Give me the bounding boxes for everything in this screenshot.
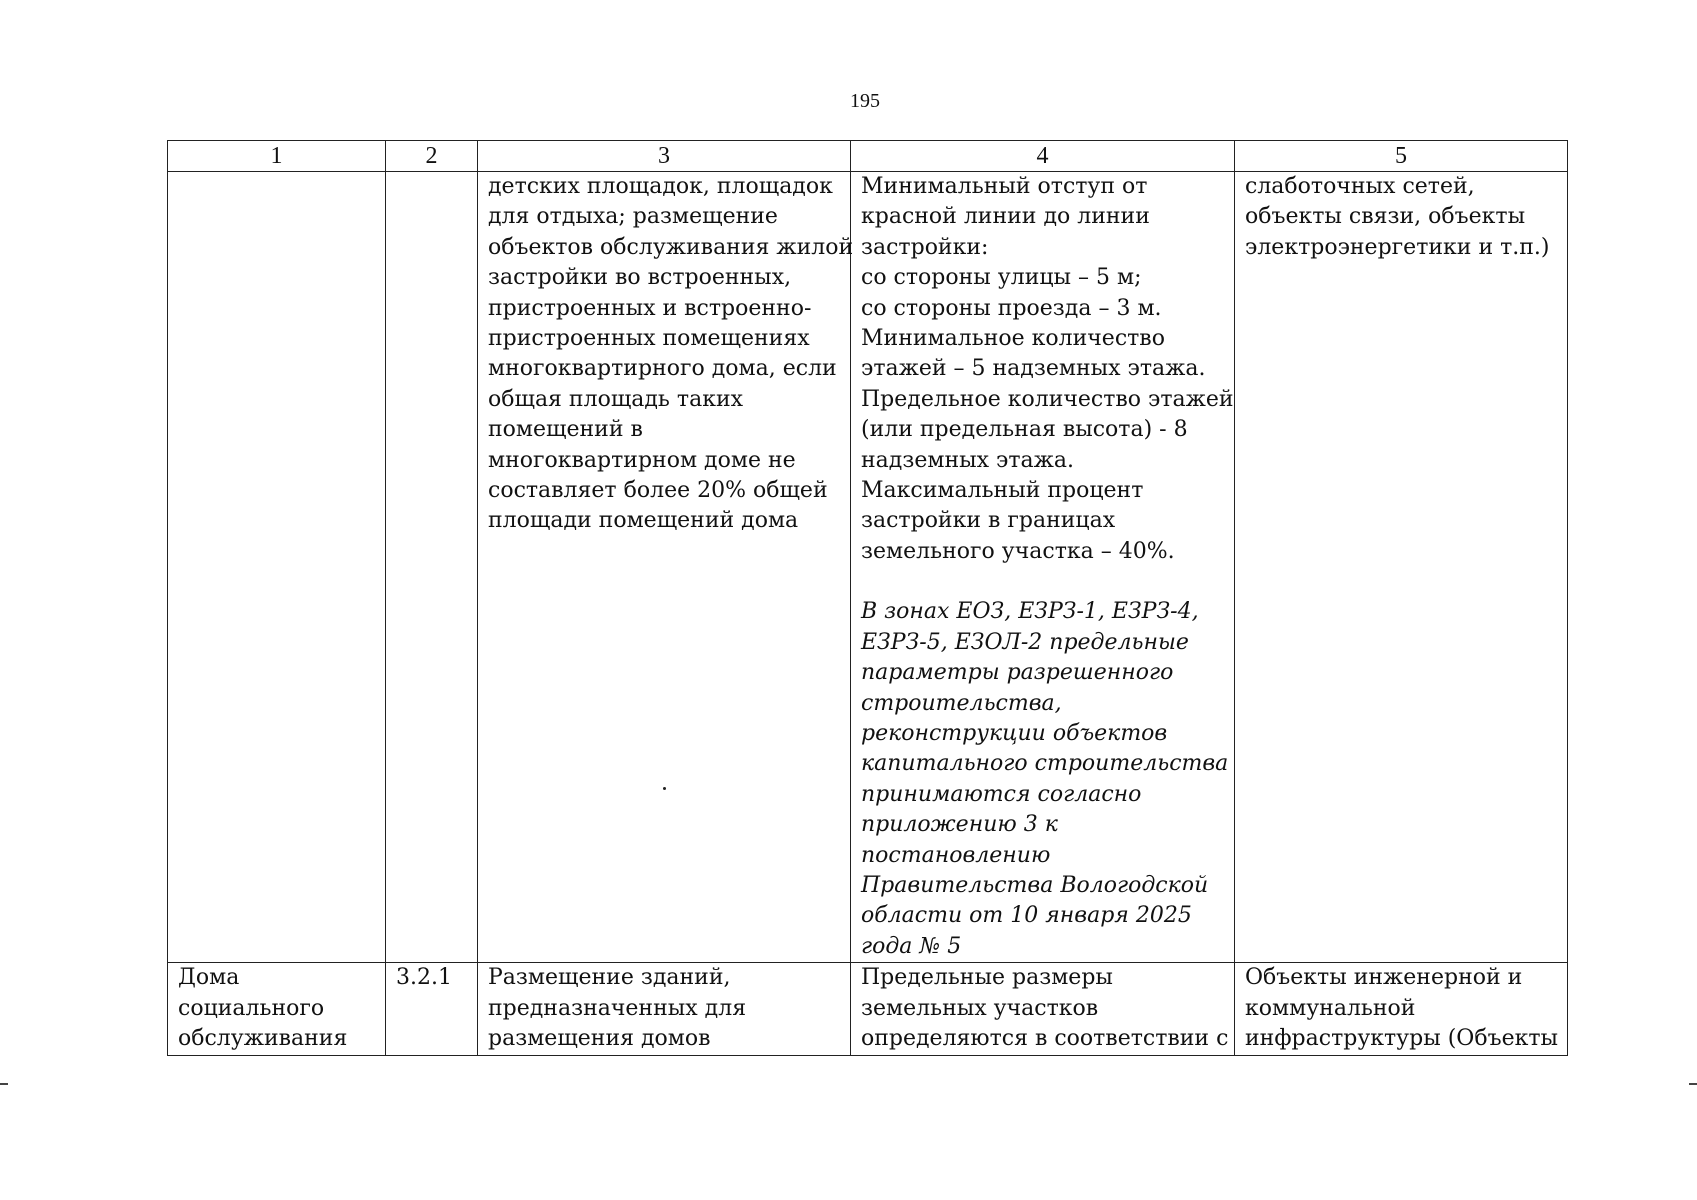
text-line: Минимальный отступ от [861,174,1148,199]
text-line: многоквартирном доме не [488,447,796,473]
text-line: пристроенных и встроенно- [488,295,812,321]
cell-auxiliary-uses [1235,963,1568,1056]
text-line: площади помещений дома [488,508,799,534]
right-margin-tick [1689,1083,1697,1085]
cell-code [386,172,478,963]
text-line: области от 10 января 2025 [861,903,1192,929]
cell-description [478,172,854,963]
text-line: объекты связи, объекты [1245,204,1526,230]
text-line: В зонах ЕОЗ, ЕЗРЗ-1, ЕЗРЗ-4, [861,599,1199,625]
text-line: предназначенных для [488,995,747,1021]
text-line: (или предельная высота) - 8 [861,417,1188,443]
header-row [168,141,1568,172]
text-line: параметры разрешенного [861,660,1174,686]
text-line: многоквартирного дома, если [488,356,837,382]
text-line: инфраструктуры (Объекты [1245,1025,1559,1051]
regulation-table [167,140,1568,1056]
text-line: застройки во встроенных, [488,265,792,291]
cell-parameters [851,963,1235,1056]
cell-description [478,963,851,1056]
parameters-regular-text [861,172,1234,567]
text-line: 3.2.1 [396,965,452,991]
text-line: реконструкции объектов [861,720,1168,746]
text-line: размещения домов [488,1025,711,1051]
text-line: строительства, [861,690,1062,716]
text-line: красной линии до линии [861,204,1150,230]
scan-dot [663,787,666,790]
cell-code [386,963,478,1056]
header-col-1: 1 [168,141,386,172]
text-line: объектов обслуживания жилой [488,234,854,260]
text-line: земельного участка – 40%. [861,538,1175,564]
text-line: детских площадок, площадок [488,174,833,199]
table-row [168,963,1568,1056]
text-line: слаботочных сетей, [1245,174,1475,199]
cell-use-name [168,172,386,963]
left-margin-tick [0,1083,8,1085]
text-line: Предельные размеры [861,965,1113,991]
text-line: застройки в границах [861,508,1116,534]
text-line: для отдыха; размещение [488,204,778,230]
text-line: Размещение зданий, [488,965,731,991]
text-line: года № 5 [861,933,962,959]
parameters-italic-note [861,597,1228,962]
cell-auxiliary-uses [1235,172,1568,963]
cell-use-name [168,963,386,1056]
text-line: пристроенных помещениях [488,326,810,352]
text-line: помещений в [488,417,643,443]
text-line: этажей – 5 надземных этажа. [861,356,1206,382]
text-line: Минимальное количество [861,326,1165,352]
text-line: электроэнергетики и т.п.) [1245,234,1550,260]
header-col-3: 3 [478,141,851,172]
text-line: ЕЗРЗ-5, ЕЗОЛ-2 предельные [861,629,1189,655]
text-line: со стороны проезда – 3 м. [861,295,1162,321]
text-line: постановлению [861,842,1051,868]
text-line: принимаются согласно [861,781,1142,807]
header-col-5: 5 [1235,141,1568,172]
text-line: надземных этажа. [861,447,1074,473]
page-number: 195 [850,90,880,112]
text-line: со стороны улицы – 5 м; [861,265,1142,291]
text-line: Дома [178,965,240,991]
text-line: составляет более 20% общей [488,478,828,504]
text-line: застройки: [861,234,989,260]
text-line: Объекты инженерной и [1245,965,1523,991]
table-row [168,172,1568,963]
text-line: капитального строительства [861,751,1229,777]
text-line: Предельное количество этажей [861,386,1234,412]
text-line: общая площадь таких [488,386,744,412]
text-line: приложению 3 к [861,812,1058,838]
text-line: определяются в соответствии с [861,1025,1229,1051]
cell-parameters [851,172,1235,963]
text-line: обслуживания [178,1025,348,1051]
header-col-4: 4 [851,141,1235,172]
text-line: Правительства Вологодской [861,872,1209,898]
text-line: Максимальный процент [861,478,1144,504]
text-line: социального [178,995,325,1021]
text-line: коммунальной [1245,995,1416,1021]
text-line: земельных участков [861,995,1099,1021]
header-col-2: 2 [386,141,478,172]
